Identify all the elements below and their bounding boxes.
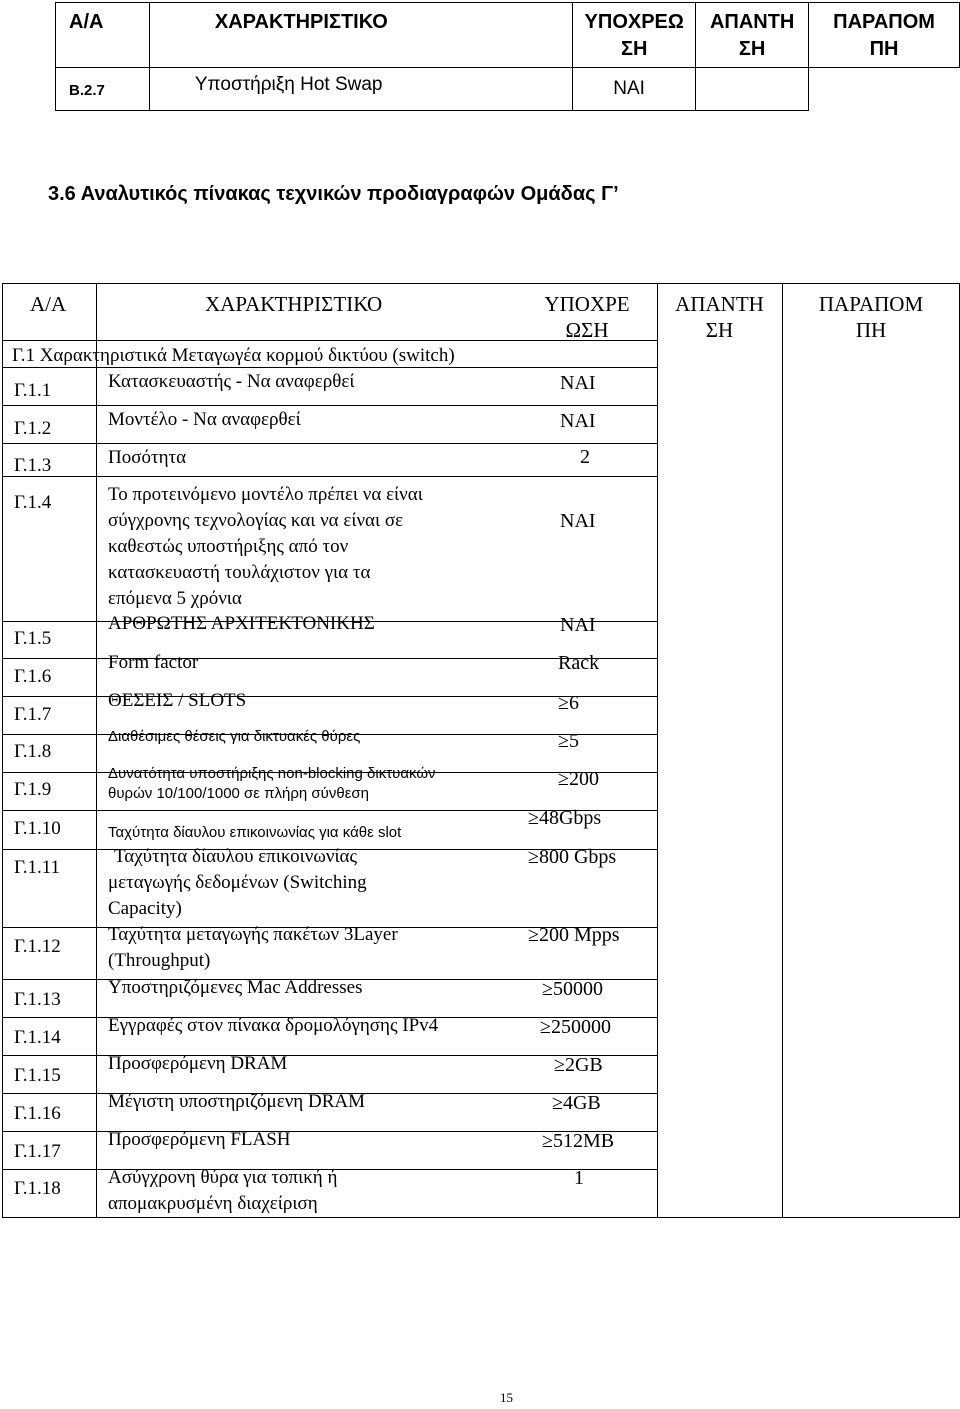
row-id: Γ.1.2 (14, 418, 52, 439)
row-id: Γ.1.9 (14, 779, 52, 800)
row-required: ΝΑΙ (560, 510, 596, 532)
row-required: ≥50000 (542, 978, 603, 1000)
row-required: ≥4GB (552, 1092, 601, 1114)
row-text: ΑΡΘΡΩΤΗΣ ΑΡΧΙΤΕΚΤΟΝΙΚΗΣ (108, 613, 375, 634)
top-table-row (56, 68, 960, 111)
top-header-answer: ΑΠΑΝΤΗ ΣΗ (696, 3, 809, 68)
row-id: Γ.1.11 (14, 857, 60, 878)
top-header-required: ΥΠΟΧΡΕΩ ΣΗ (573, 3, 696, 68)
row-text: Κατασκευαστής - Να αναφερθεί (108, 371, 355, 392)
row-text: Ταχύτητα δίαυλου επικοινωνίας για κάθε slot (108, 824, 402, 841)
row-required: ΝΑΙ (560, 614, 596, 636)
main-spec-table (2, 283, 960, 1218)
row-text: Ταχύτητα μεταγωγής πακέτων 3Layer (Throughput) (108, 924, 398, 971)
row-id: Γ.1.3 (14, 455, 52, 476)
header-aa: Α/Α (30, 292, 67, 316)
top-spec-table (55, 2, 960, 111)
row-text: Υποστηριζόμενες Mac Addresses (108, 977, 363, 998)
row-text: Form factor (108, 652, 199, 673)
row-id: Γ.1.14 (14, 1027, 61, 1048)
row-required: ≥6 (558, 692, 579, 714)
row-id: Γ.1.4 (14, 492, 52, 513)
row-text: ΘΕΣΕΙΣ / SLOTS (108, 690, 247, 711)
top-row-answer (696, 68, 809, 111)
row-id: Γ.1.10 (14, 818, 61, 839)
top-header-reference: ΠΑΡΑΠΟΜ ΠΗ (809, 3, 960, 68)
group-title: Γ.1 Χαρακτηριστικά Μεταγωγέα κορμού δικτύου (switch) (12, 345, 455, 366)
row-id: Γ.1.17 (14, 1141, 61, 1162)
top-row-reference (809, 68, 960, 111)
section-title: 3.6 Αναλυτικός πίνακας τεχνικών προδιαγραφών Ομάδας Γ’ (48, 183, 619, 205)
row-text: Δυνατότητα υποστήριξης non-blocking δικτυακών θυρών 10/100/1000 σε πλήρη σύνθεση (108, 765, 436, 802)
row-text: Εγγραφές στον πίνακα δρομολόγησης IPv4 (108, 1015, 439, 1036)
row-id: Γ.1.8 (14, 741, 52, 762)
row-id: Γ.1.6 (14, 666, 52, 687)
top-row-required: ΝΑΙ (573, 68, 696, 111)
row-required: ≥200 (558, 768, 599, 790)
row-text: Προσφερόμενη DRAM (108, 1053, 288, 1074)
header-characteristic: ΧΑΡΑΚΤΗΡΙΣΤΙΚΟ (205, 292, 383, 316)
header-answer: ΑΠΑΝΤΗ ΣΗ (675, 292, 764, 342)
row-id: Γ.1.18 (14, 1178, 61, 1199)
row-text: Ποσότητα (108, 447, 187, 468)
page-number: 15 (500, 1390, 513, 1405)
row-required: ≥800 Gbps (528, 846, 617, 868)
row-text: Διαθέσιμες θέσεις για δικτυακές θύρες (108, 728, 361, 745)
top-header-aa: Α/Α (56, 3, 150, 68)
row-required: ΝΑΙ (560, 372, 596, 394)
row-id: Γ.1.15 (14, 1065, 61, 1086)
row-text: Μέγιστη υποστηριζόμενη DRAM (108, 1091, 365, 1112)
row-id: Γ.1.13 (14, 989, 61, 1010)
row-id: Γ.1.12 (14, 936, 61, 957)
row-required: ≥250000 (540, 1016, 611, 1038)
row-text: Το προτεινόμενο μοντέλο πρέπει να είναι σύγχρονης τεχνολογίας και να είναι σε καθεστώς υποστήριξης από τον κατασκευαστή τουλάχιστον για τα επόμενα 5 χρόνια (108, 484, 423, 609)
row-text: Ταχύτητα δίαυλου επικοινωνίας μεταγωγής δεδομένων (Switching Capacity) (108, 846, 367, 919)
row-required: ≥512MB (542, 1130, 615, 1152)
top-row-id: B.2.7 (56, 68, 150, 111)
row-required: 2 (580, 446, 590, 468)
row-id: Γ.1.1 (14, 380, 52, 401)
row-required: ≥5 (558, 730, 579, 752)
header-required: ΥΠΟΧΡΕ ΩΣΗ (544, 292, 630, 342)
top-row-feature: Υποστήριξη Hot Swap (149, 68, 572, 111)
row-id: Γ.1.7 (14, 704, 52, 725)
row-text: Ασύγχρονη θύρα για τοπική ή απομακρυσμένη διαχείριση (108, 1167, 338, 1214)
row-text: Προσφερόμενη FLASH (108, 1129, 291, 1150)
row-required: Rack (558, 652, 600, 674)
row-id: Γ.1.16 (14, 1103, 61, 1124)
row-required: 1 (574, 1167, 584, 1189)
header-reference: ΠΑΡΑΠΟΜ ΠΗ (818, 292, 924, 342)
top-header-characteristic: ΧΑΡΑΚΤΗΡΙΣΤΙΚΟ (149, 3, 572, 68)
row-required: ≥2GB (554, 1054, 603, 1076)
row-text: Μοντέλο - Να αναφερθεί (108, 409, 301, 430)
row-required: ≥48Gbps (528, 807, 602, 829)
row-required: ΝΑΙ (560, 410, 596, 432)
row-id: Γ.1.5 (14, 628, 52, 649)
row-required: ≥200 Mpps (528, 924, 620, 946)
